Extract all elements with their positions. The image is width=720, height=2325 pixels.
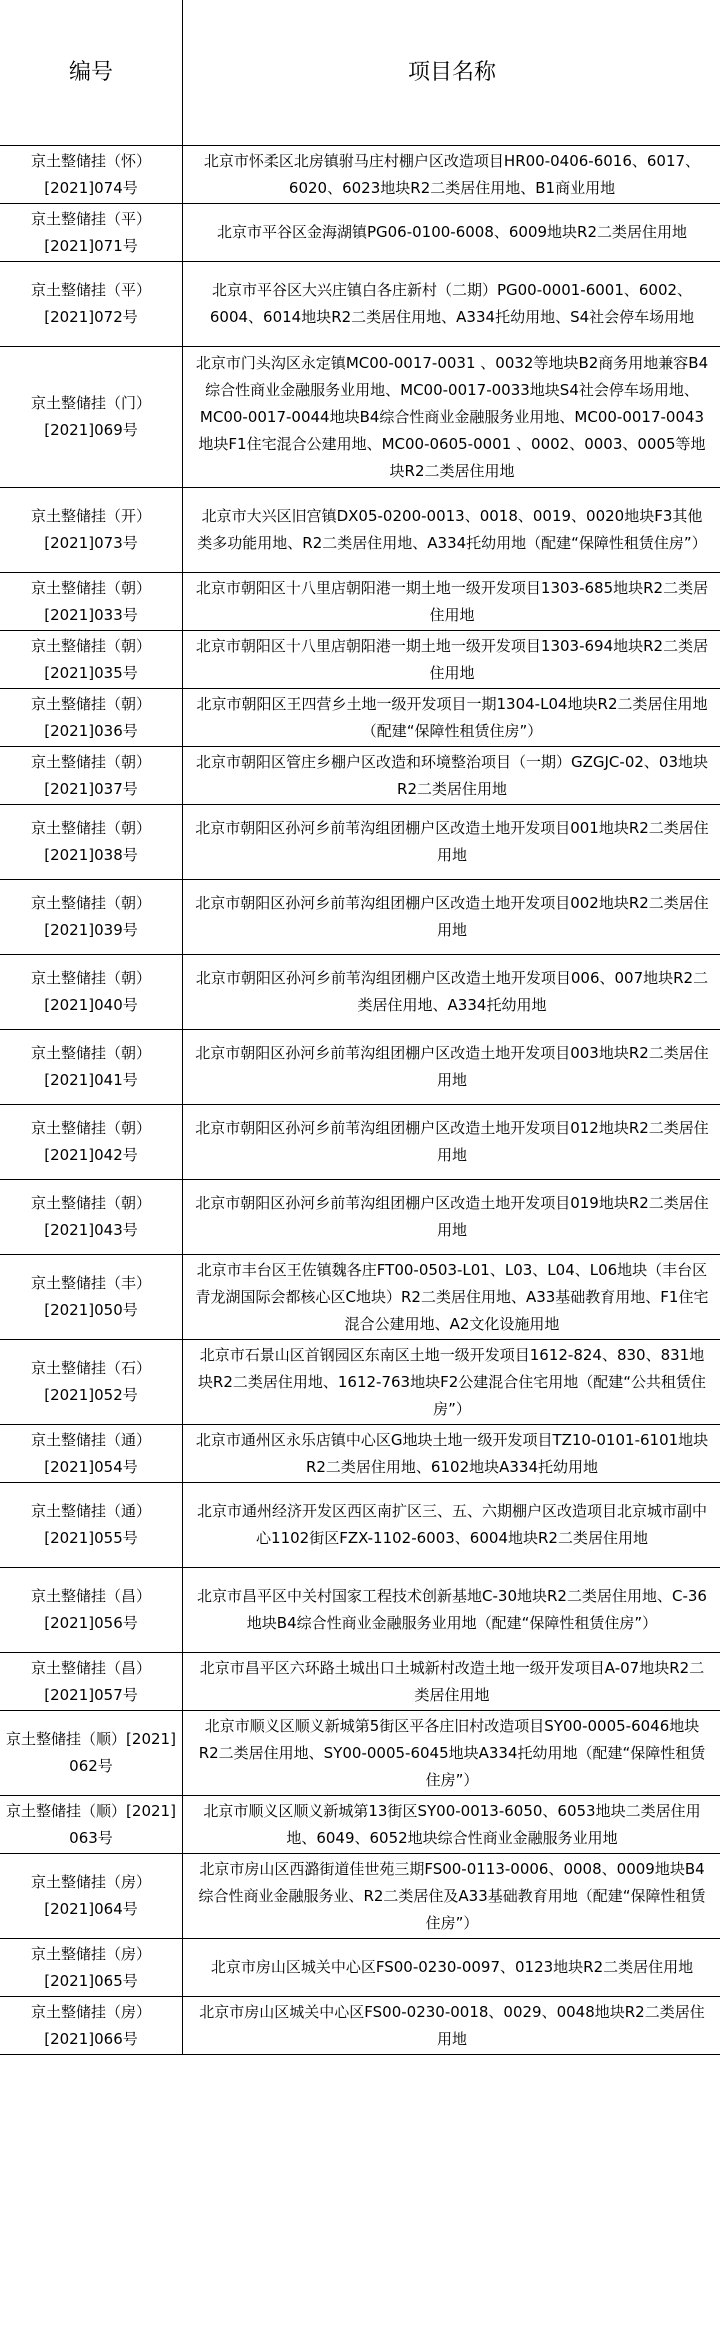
table-row xyxy=(0,955,720,1030)
row-project-name: 北京市朝阳区孙河乡前苇沟组团棚户区改造土地开发项目006、007地块R2二类居住用地、A334托幼用地 xyxy=(183,955,720,1030)
row-code: 京土整储挂（朝）[2021]042号 xyxy=(0,1105,183,1180)
table-row xyxy=(0,1711,720,1796)
table-row xyxy=(0,573,720,631)
table-row xyxy=(0,880,720,955)
row-code: 京土整储挂（昌）[2021]056号 xyxy=(0,1568,183,1653)
row-project-name: 北京市朝阳区孙河乡前苇沟组团棚户区改造土地开发项目019地块R2二类居住用地 xyxy=(183,1180,720,1255)
table-row xyxy=(0,805,720,880)
table-row xyxy=(0,1030,720,1105)
table-header-row xyxy=(0,0,720,146)
table-row xyxy=(0,1255,720,1340)
table-row xyxy=(0,631,720,689)
table-row xyxy=(0,1425,720,1483)
row-code: 京土整储挂（平）[2021]072号 xyxy=(0,262,183,347)
row-code: 京土整储挂（石）[2021]052号 xyxy=(0,1340,183,1425)
row-code: 京土整储挂（平）[2021]071号 xyxy=(0,204,183,262)
row-project-name: 北京市朝阳区管庄乡棚户区改造和环境整治项目（一期）GZGJC-02、03地块R2二类居住用地 xyxy=(183,747,720,805)
table-row xyxy=(0,1105,720,1180)
row-code: 京土整储挂（昌）[2021]057号 xyxy=(0,1653,183,1711)
row-code: 京土整储挂（丰）[2021]050号 xyxy=(0,1255,183,1340)
header-code: 编号 xyxy=(0,0,183,146)
row-code: 京土整储挂（房）[2021]064号 xyxy=(0,1854,183,1939)
row-project-name: 北京市朝阳区孙河乡前苇沟组团棚户区改造土地开发项目012地块R2二类居住用地 xyxy=(183,1105,720,1180)
row-project-name: 北京市顺义区顺义新城第5街区平各庄旧村改造项目SY00-0005-6046地块R2二类居住用地、SY00-0005-6045地块A334托幼用地（配建“保障性租赁住房”） xyxy=(183,1711,720,1796)
row-code: 京土整储挂（朝）[2021]040号 xyxy=(0,955,183,1030)
row-project-name: 北京市大兴区旧宫镇DX05-0200-0013、0018、0019、0020地块F3其他类多功能用地、R2二类居住用地、A334托幼用地（配建“保障性租赁住房”） xyxy=(183,488,720,573)
row-project-name: 北京市朝阳区十八里店朝阳港一期土地一级开发项目1303-694地块R2二类居住用地 xyxy=(183,631,720,689)
row-code: 京土整储挂（朝）[2021]036号 xyxy=(0,689,183,747)
table-row xyxy=(0,1997,720,2055)
table-row xyxy=(0,1653,720,1711)
table-row xyxy=(0,1340,720,1425)
row-project-name: 北京市朝阳区孙河乡前苇沟组团棚户区改造土地开发项目001地块R2二类居住用地 xyxy=(183,805,720,880)
row-project-name: 北京市朝阳区王四营乡土地一级开发项目一期1304-L04地块R2二类居住用地（配建“保障性租赁住房”） xyxy=(183,689,720,747)
row-code: 京土整储挂（房）[2021]065号 xyxy=(0,1939,183,1997)
row-project-name: 北京市房山区城关中心区FS00-0230-0018、0029、0048地块R2二类居住用地 xyxy=(183,1997,720,2055)
row-code: 京土整储挂（通）[2021]055号 xyxy=(0,1483,183,1568)
row-project-name: 北京市昌平区中关村国家工程技术创新基地C-30地块R2二类居住用地、C-36地块B4综合性商业金融服务业用地（配建“保障性租赁住房”） xyxy=(183,1568,720,1653)
table-row xyxy=(0,488,720,573)
row-project-name: 北京市顺义区顺义新城第13街区SY00-0013-6050、6053地块二类居住用地、6049、6052地块综合性商业金融服务业用地 xyxy=(183,1796,720,1854)
row-code: 京土整储挂（房）[2021]066号 xyxy=(0,1997,183,2055)
row-project-name: 北京市朝阳区孙河乡前苇沟组团棚户区改造土地开发项目002地块R2二类居住用地 xyxy=(183,880,720,955)
table-row xyxy=(0,1854,720,1939)
row-project-name: 北京市丰台区王佐镇魏各庄FT00-0503-L01、L03、L04、L06地块（丰台区青龙湖国际会都核心区C地块）R2二类居住用地、A33基础教育用地、F1住宅混合公建用地、A2文化设施用地 xyxy=(183,1255,720,1340)
row-project-name: 北京市平谷区金海湖镇PG06-0100-6008、6009地块R2二类居住用地 xyxy=(183,204,720,262)
row-code: 京土整储挂（开）[2021]073号 xyxy=(0,488,183,573)
row-project-name: 北京市通州经济开发区西区南扩区三、五、六期棚户区改造项目北京城市副中心1102街区FZX-1102-6003、6004地块R2二类居住用地 xyxy=(183,1483,720,1568)
row-project-name: 北京市房山区城关中心区FS00-0230-0097、0123地块R2二类居住用地 xyxy=(183,1939,720,1997)
row-code: 京土整储挂（顺）[2021] 063号 xyxy=(0,1796,183,1854)
row-project-name: 北京市昌平区六环路土城出口土城新村改造土地一级开发项目A-07地块R2二类居住用地 xyxy=(183,1653,720,1711)
table-row xyxy=(0,1796,720,1854)
table-row xyxy=(0,146,720,204)
row-code: 京土整储挂（朝）[2021]043号 xyxy=(0,1180,183,1255)
row-code: 京土整储挂（朝）[2021]033号 xyxy=(0,573,183,631)
header-project-name: 项目名称 xyxy=(183,0,720,146)
row-code: 京土整储挂（顺）[2021] 062号 xyxy=(0,1711,183,1796)
row-code: 京土整储挂（门）[2021]069号 xyxy=(0,347,183,488)
table-row xyxy=(0,347,720,488)
row-code: 京土整储挂（通）[2021]054号 xyxy=(0,1425,183,1483)
table-row xyxy=(0,262,720,347)
row-project-name: 北京市朝阳区孙河乡前苇沟组团棚户区改造土地开发项目003地块R2二类居住用地 xyxy=(183,1030,720,1105)
table-row xyxy=(0,1180,720,1255)
row-project-name: 北京市石景山区首钢园区东南区土地一级开发项目1612-824、830、831地块R2二类居住用地、1612-763地块F2公建混合住宅用地（配建“公共租赁住房”） xyxy=(183,1340,720,1425)
table-row xyxy=(0,1939,720,1997)
row-code: 京土整储挂（朝）[2021]041号 xyxy=(0,1030,183,1105)
row-project-name: 北京市平谷区大兴庄镇白各庄新村（二期）PG00-0001-6001、6002、6004、6014地块R2二类居住用地、A334托幼用地、S4社会停车场用地 xyxy=(183,262,720,347)
row-code: 京土整储挂（朝）[2021]039号 xyxy=(0,880,183,955)
row-code: 京土整储挂（朝）[2021]035号 xyxy=(0,631,183,689)
row-project-name: 北京市通州区永乐店镇中心区G地块土地一级开发项目TZ10-0101-6101地块R2二类居住用地、6102地块A334托幼用地 xyxy=(183,1425,720,1483)
table-row xyxy=(0,204,720,262)
row-code: 京土整储挂（朝）[2021]038号 xyxy=(0,805,183,880)
table-row xyxy=(0,689,720,747)
table-row xyxy=(0,1483,720,1568)
row-code: 京土整储挂（朝）[2021]037号 xyxy=(0,747,183,805)
row-project-name: 北京市房山区西潞街道佳世苑三期FS00-0113-0006、0008、0009地块B4综合性商业金融服务业、R2二类居住及A33基础教育用地（配建“保障性租赁住房”） xyxy=(183,1854,720,1939)
table-row xyxy=(0,1568,720,1653)
row-project-name: 北京市朝阳区十八里店朝阳港一期土地一级开发项目1303-685地块R2二类居住用地 xyxy=(183,573,720,631)
row-code: 京土整储挂（怀）[2021]074号 xyxy=(0,146,183,204)
table-row xyxy=(0,747,720,805)
row-project-name: 北京市怀柔区北房镇驸马庄村棚户区改造项目HR00-0406-6016、6017、6020、6023地块R2二类居住用地、B1商业用地 xyxy=(183,146,720,204)
row-project-name: 北京市门头沟区永定镇MC00-0017-0031 、0032等地块B2商务用地兼容B4综合性商业金融服务业用地、MC00-0017-0033地块S4社会停车场用地、MC00-0017-0044地块B4综合性商业金融服务业用地、MC00-0017-0043地块F1住宅混合公建用地、MC00-0605-0001 、0002、0003、0005等地块R2二类居住用地 xyxy=(183,347,720,488)
